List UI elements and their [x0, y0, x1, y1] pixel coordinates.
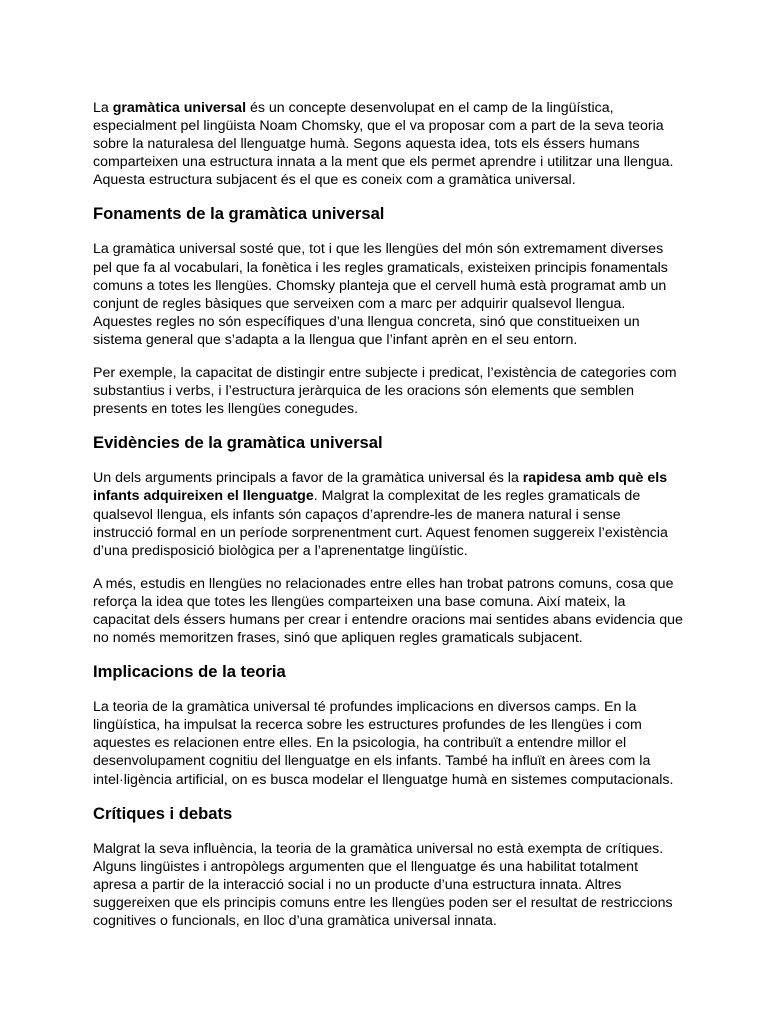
intro-bold-term: gramàtica universal [112, 100, 247, 116]
fonaments-paragraph-1: La gramàtica universal sosté que, tot i que les llengües del món són extremament diverses pel que fa al vocabulari, la fonètica i les regles gramaticals, existeixen principis fonamentals comuns a totes les llengües. Chomsky planteja que el cervell humà està programat amb un conjunt de regles bàsiques que serveixen com a marc per adquirir qualsevol llengua. Aquestes regles no són específiques d’una llengua concreta, sinó que constitueixen un sistema general que s’adapta a la llengua que l’infant aprèn en el seu entorn. [93, 241, 668, 348]
evidencies-bold-phrase: rapidesa amb què els infants adquireixen el llenguatge [93, 470, 668, 505]
fonaments-paragraph-2: Per exemple, la capacitat de distingir entre subjecte i predicat, l’existència de categories com substantius i verbs, i l’estructura jeràrquica de les oracions són elements que semblen presents en totes les llengües conegudes. [93, 365, 677, 418]
implicacions-paragraph-1: La teoria de la gramàtica universal té profundes implicacions en diversos camps. En la lingüística, ha impulsat la recerca sobre les estructures profundes de les llengües i com aquestes es relacionen entre elles. En la psicologia, ha contribuït a entendre millor el desenvolupament cognitiu del llenguatge en els infants. També ha influït en àrees com la intel·ligència artificial, on es busca modelar el llenguatge humà en sistemes computacionals. [93, 699, 674, 788]
document-page [93, 99, 683, 945]
intro-text-end: és un concepte desenvolupat en el camp de la lingüística, especialment pel lingüista Noam Chomsky, que el va proposar com a part de la seva teoria sobre la naturalesa del llenguatge humà. Segons aquesta idea, tots els éssers humans comparteixen una estructura innata a la ment que els permet aprendre i utilitzar una llengua. Aquesta estructura subjacent és el que es coneix com a gramàtica universal. [93, 100, 674, 189]
section-heading-implicacions: Implicacions de la teoria [93, 662, 286, 682]
evidencies-paragraph-2: A més, estudis en llengües no relacionades entre elles han trobat patrons comuns, cosa que reforça la idea que totes les llengües comparteixen una base comuna. Així mateix, la capacitat dels éssers humans per crear i entendre oracions mai sentides abans evidencia que no només memoritzen frases, sinó que apliquen regles gramaticals subjacent. [93, 575, 683, 647]
critiques-paragraph-1: Malgrat la seva influència, la teoria de la gramàtica universal no està exempta de crítiques. Alguns lingüistes i antropòlegs argumenten que el llenguatge és una habilitat totalment apresa a partir de la interacció social i no un producte d’una estructura innata. Altres suggereixen que els principis comuns entre les llengües poden ser el resultat de restriccions cognitives o funcionals, en lloc d’una gramàtica universal innata. [93, 840, 673, 929]
intro-text-start: La [93, 100, 113, 116]
evidencies-text-start: Un dels arguments principals a favor de la gramàtica universal és la [93, 470, 523, 487]
evidencies-paragraph-1 [93, 469, 683, 559]
section-heading-critiques: Crítiques i debats [93, 803, 233, 823]
section-heading-fonaments: Fonaments de la gramàtica universal [93, 204, 385, 224]
intro-paragraph [93, 99, 683, 189]
evidencies-text-end: . Malgrat la complexitat de les regles gramaticals de qualsevol llengua, els infants són capaços d’aprendre-les de manera natural i sense instrucció formal en un període sorprenentment curt. Aquest fenomen suggereix l’existència d’una predisposició biològica per a l’aprenentatge lingüístic. [93, 488, 668, 559]
section-heading-evidencies: Evidències de la gramàtica universal [93, 433, 383, 453]
